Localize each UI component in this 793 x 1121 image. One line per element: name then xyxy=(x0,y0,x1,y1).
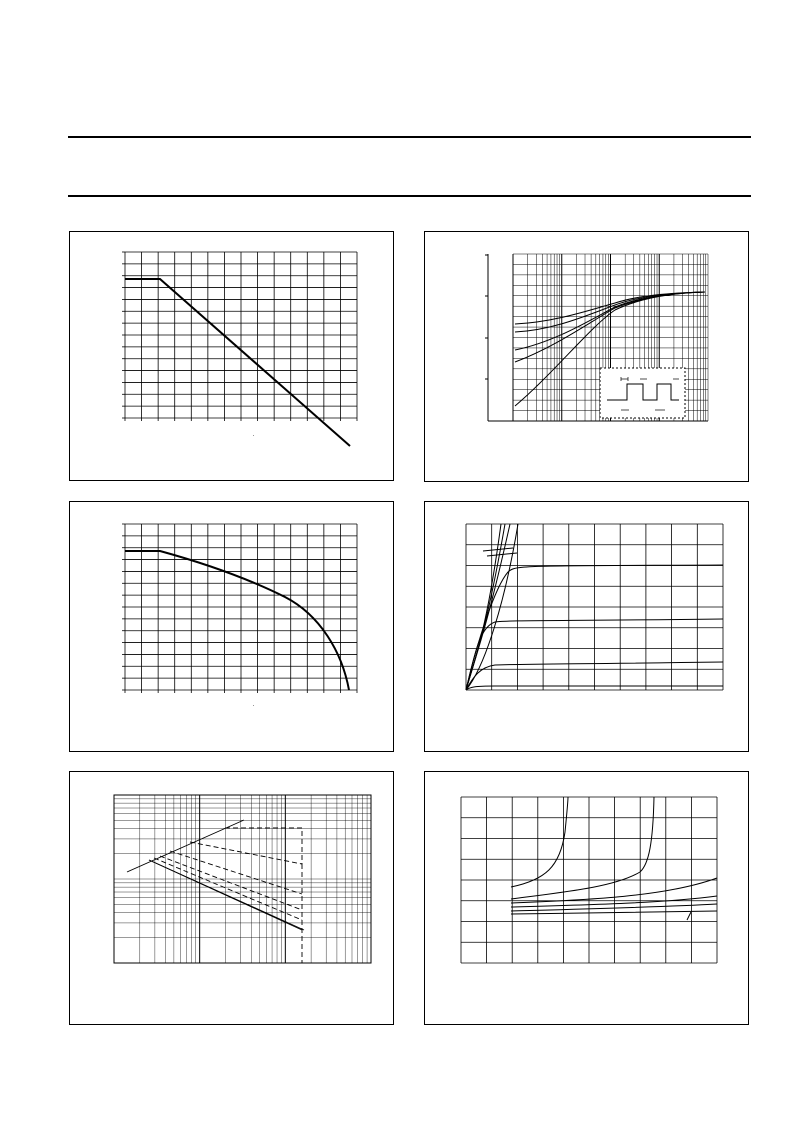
thermal-impedance-chart xyxy=(425,232,750,483)
curve-e xyxy=(511,904,717,911)
figure-panel-4 xyxy=(424,501,749,752)
figure-panel-2 xyxy=(424,231,749,482)
figure-panel-6 xyxy=(424,771,749,1025)
figure-panel-1 xyxy=(69,231,394,481)
axis-marker-2: ˚ xyxy=(253,704,255,709)
header-rule-top xyxy=(68,136,751,138)
pulse-inset xyxy=(600,368,685,418)
curve-a xyxy=(511,797,568,887)
figure-panel-3 xyxy=(69,501,394,752)
derating-curve-2 xyxy=(125,551,349,690)
curve-b xyxy=(511,797,654,899)
output-characteristics-chart xyxy=(425,502,750,753)
safe-operating-area-chart xyxy=(70,772,395,1026)
transfer-characteristics-chart xyxy=(425,772,750,1026)
axis-marker: ˚ xyxy=(253,434,255,439)
header-rule-bottom xyxy=(68,195,751,197)
derating-curve xyxy=(125,279,350,446)
curve-f xyxy=(511,911,717,914)
derating-chart-curved xyxy=(70,502,395,753)
figure-panel-5 xyxy=(69,771,394,1025)
derating-chart-linear xyxy=(70,232,395,482)
